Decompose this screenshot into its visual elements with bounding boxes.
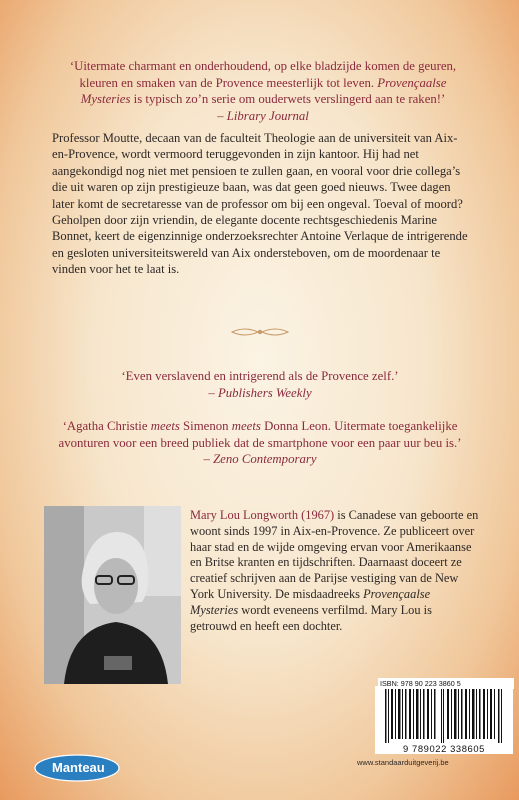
blurb-paragraph-1: Professor Moutte, decaan van de faculteit Theologie aan de universiteit van Aix-en-Provence, wordt vermoord teruggevonden in zijn kantoor. Hij had net aangekondigd nog niet met pensioen te zullen gaan, en vooral voor drie collega’s die uit waren op zijn prestigieuze baan, was dat geen goed nieuws. Twee dagen later komt de secretaresse van de professor om bij een ongeval. Toeval of moord?	[52, 131, 463, 211]
blurb	[52, 130, 472, 278]
quote-text: ‘Agatha Christie	[62, 419, 151, 433]
bio-text: is Canadese van geboorte en woont sinds 1997 in Aix-en-Provence. Ze publiceert over haar stad en de wijde omgeving ervan voor Amerikaanse en Britse kranten en tijdschriften. Daarnaast doceert ze creatief schrijven aan de Parijse vestiging van de New York University. De misdaadreeks	[190, 508, 479, 601]
publisher-name: Manteau	[52, 760, 105, 775]
review-quote-zeno	[58, 418, 462, 468]
review-quote-library-journal	[58, 58, 468, 124]
review-quote-publishers-weekly	[58, 368, 462, 401]
quote-meets: meets	[231, 419, 261, 433]
quote-source: – Publishers Weekly	[208, 385, 312, 400]
barcode	[375, 686, 513, 744]
isbn-label: ISBN: 978 90 223 3860 5	[378, 678, 514, 689]
ornament-divider	[230, 325, 290, 339]
quote-text-end: is typisch zo’n serie om ouderwets verslingerd aan te raken!’	[130, 92, 446, 106]
quote-text: Donna Leon. Uitermate toegankelijke avonturen voor een breed publiek dat de smartphone voor een paar uur beu is.’	[58, 419, 462, 450]
quote-source: – Zeno Contemporary	[203, 452, 317, 466]
bio-series-title: Provençaalse Mysteries	[190, 586, 431, 617]
author-name: Mary Lou Longworth (1967)	[190, 508, 335, 522]
quote-text: ‘Even verslavend en intrigerend als de Provence zelf.’	[121, 369, 399, 383]
author-photo	[44, 506, 181, 684]
publisher-website: www.standaarduitgeverij.be	[357, 758, 449, 767]
bio-text-end: wordt eveneens verfilmd. Mary Lou is getrouwd en heeft een dochter.	[190, 602, 432, 633]
quote-meets: meets	[150, 419, 180, 433]
author-bio	[190, 508, 480, 634]
quote-source: – Library Journal	[217, 108, 309, 123]
blurb-paragraph-2: Geholpen door zijn vriendin, de elegante docente rechtsgeschiedenis Marine Bonnet, keert de eigenzinnige onderzoeksrechter Antoine Verlaque de intrigerende en gesloten universiteitswereld van Aix ondersteboven, om de moordenaar te vinden voor het te laat is.	[52, 213, 468, 277]
quote-text: ‘Uitermate charmant en onderhoudend, op elke bladzijde komen de geuren, kleuren en smaken van de Provence meesterlijk tot leven.	[69, 59, 457, 90]
barcode-digits: 9 789022 338605	[375, 743, 513, 754]
series-title: Provençaalse Mysteries	[80, 75, 447, 106]
quote-text: Simenon	[179, 419, 232, 433]
